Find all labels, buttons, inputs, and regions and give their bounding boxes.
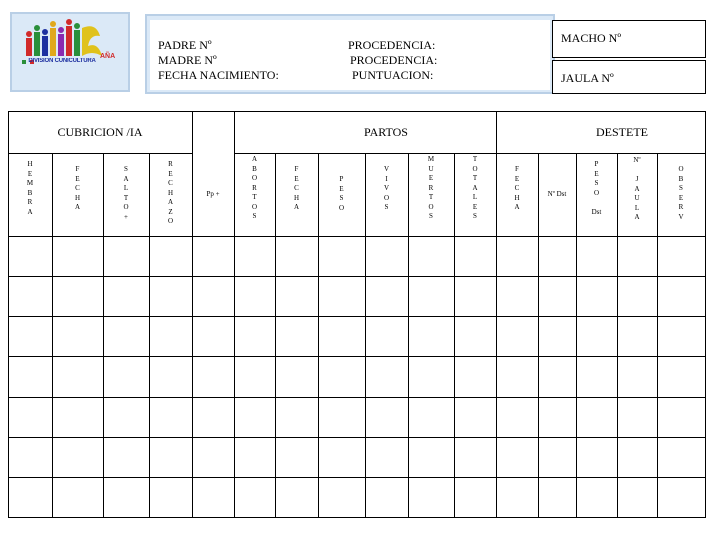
row-divider [8, 437, 706, 438]
macho-label: MACHO Nº [561, 31, 622, 45]
col-header-salto: S A L T O + [123, 165, 129, 221]
col-header-n-jaula: Nº [633, 156, 641, 164]
procedencia-label: PROCEDENCIA: [348, 38, 436, 52]
partos-group-label: PARTOS [364, 125, 408, 139]
fecha-nacimiento-label: FECHA NACIMIENTO: [158, 68, 279, 82]
col-divider [538, 153, 539, 518]
procedencia-label-2: PROCEDENCIA: [350, 53, 438, 67]
col-header-rechazo: R E C H A Z O [167, 160, 174, 225]
row-divider [8, 356, 706, 357]
macho-field[interactable] [552, 20, 706, 58]
madre-label: MADRE Nº [158, 53, 217, 67]
col-header-hembra: H E M B R A [26, 160, 34, 216]
col-header-n-dst: Nº Dst [547, 190, 567, 198]
group-divider-cubricion [8, 153, 192, 154]
col-divider [192, 111, 193, 518]
puntuacion-label: PUNTUACION: [352, 68, 434, 82]
group-divider-destete [496, 153, 706, 154]
col-header-fecha-parto: F E C H A [293, 165, 300, 211]
col-header-peso-parto: P E S O [338, 175, 345, 212]
col-header-totales: T O T A L E S [472, 155, 478, 220]
col-header-abortos: A B O R T O S [251, 155, 258, 220]
logo-caption: DIVISIÓN CUNICULTURA [28, 58, 96, 64]
jaula-field[interactable] [552, 60, 706, 94]
col-header-fecha-destete: F E C H A [514, 165, 520, 211]
col-header-observ: O B S E R V [678, 165, 684, 221]
table-top-border [8, 111, 706, 112]
col-header-muertos: M U E R T O S [427, 155, 435, 220]
row-divider [8, 477, 706, 478]
destete-group-label: DESTETE [596, 125, 648, 139]
header-bottom-border [8, 236, 706, 237]
cubricion-group-label: CUBRICION /IA [57, 125, 143, 139]
jaula-label: JAULA Nº [561, 71, 614, 85]
col-header-jaula: J A U L A [634, 175, 640, 221]
col-header-vivos: V I V O S [383, 165, 390, 211]
row-divider [8, 276, 706, 277]
col-divider [705, 111, 706, 518]
svg-text:AÑA: AÑA [100, 53, 116, 60]
padre-label: PADRE Nº [158, 38, 212, 52]
col-header-peso-destete: P E S O [593, 160, 600, 197]
col-header-fecha-cubricion: F E C H A [74, 165, 81, 211]
table-bottom-border [8, 517, 706, 518]
col-header-pp: Pp + [206, 190, 220, 198]
col-header-dst: Dst [591, 208, 602, 216]
row-divider [8, 397, 706, 398]
row-divider [8, 316, 706, 317]
